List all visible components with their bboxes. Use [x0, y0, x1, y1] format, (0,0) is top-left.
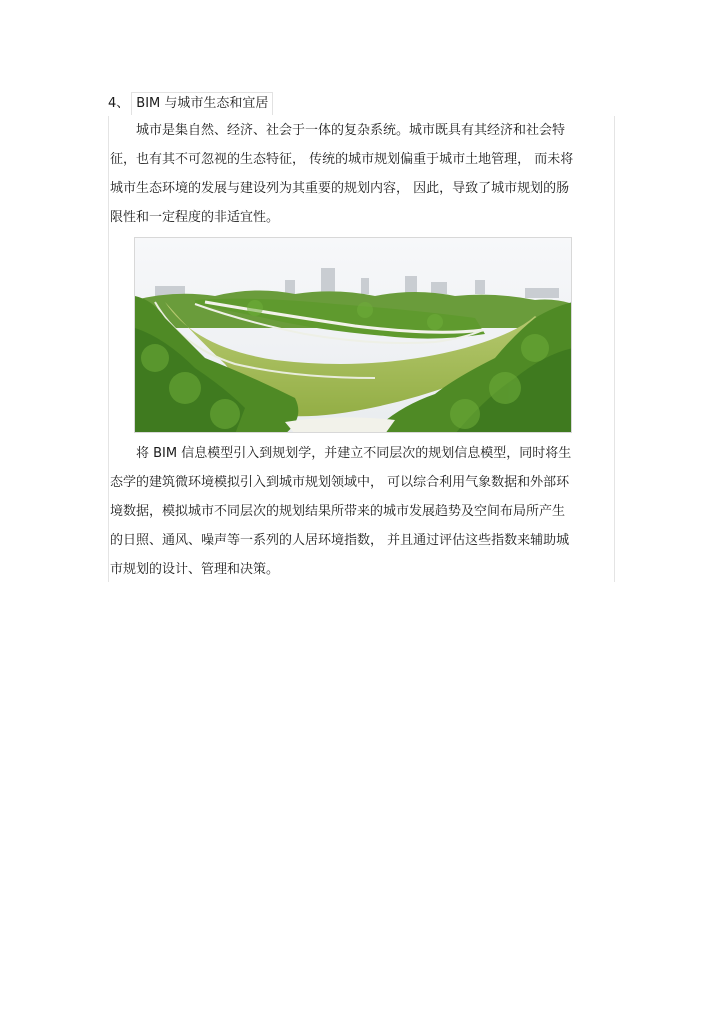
paragraph-line: 征，也有其不可忽视的生态特征， 传统的城市规划偏重于城市土地管理， 而未将 [110, 152, 574, 167]
river-park-illustration [135, 238, 572, 433]
river-park-photo [134, 237, 572, 433]
paragraph-line: 城市生态环境的发展与建设列为其重要的规划内容， 因此，导致了城市规划的肠 [110, 181, 570, 196]
paragraph-line: 市规划的设计、管理和决策。 [110, 562, 280, 577]
paragraph-line: 限性和一定程度的非适宜性。 [110, 210, 280, 225]
paragraph-line: 城市是集自然、经济、社会于一体的复杂系统。城市既具有其经济和社会特 [136, 123, 566, 138]
paragraph-line: 的日照、通风、噪声等一系列的人居环境指数， 并且通过评估这些指数来辅助城 [110, 533, 570, 548]
section-heading [108, 92, 273, 114]
section-title: BIM 与城市生态和宜居 [131, 92, 273, 115]
paragraph-line: 将 BIM 信息模型引入到规划学，并建立不同层次的规划信息模型，同时将生 [136, 446, 572, 461]
paragraph-line: 态学的建筑微环境模拟引入到城市规划领域中， 可以综合利用气象数据和外部环 [110, 475, 570, 490]
paragraph-line: 境数据，模拟城市不同层次的规划结果所带来的城市发展趋势及空间布局所产生 [110, 504, 566, 519]
section-number: 4、 [108, 96, 130, 111]
